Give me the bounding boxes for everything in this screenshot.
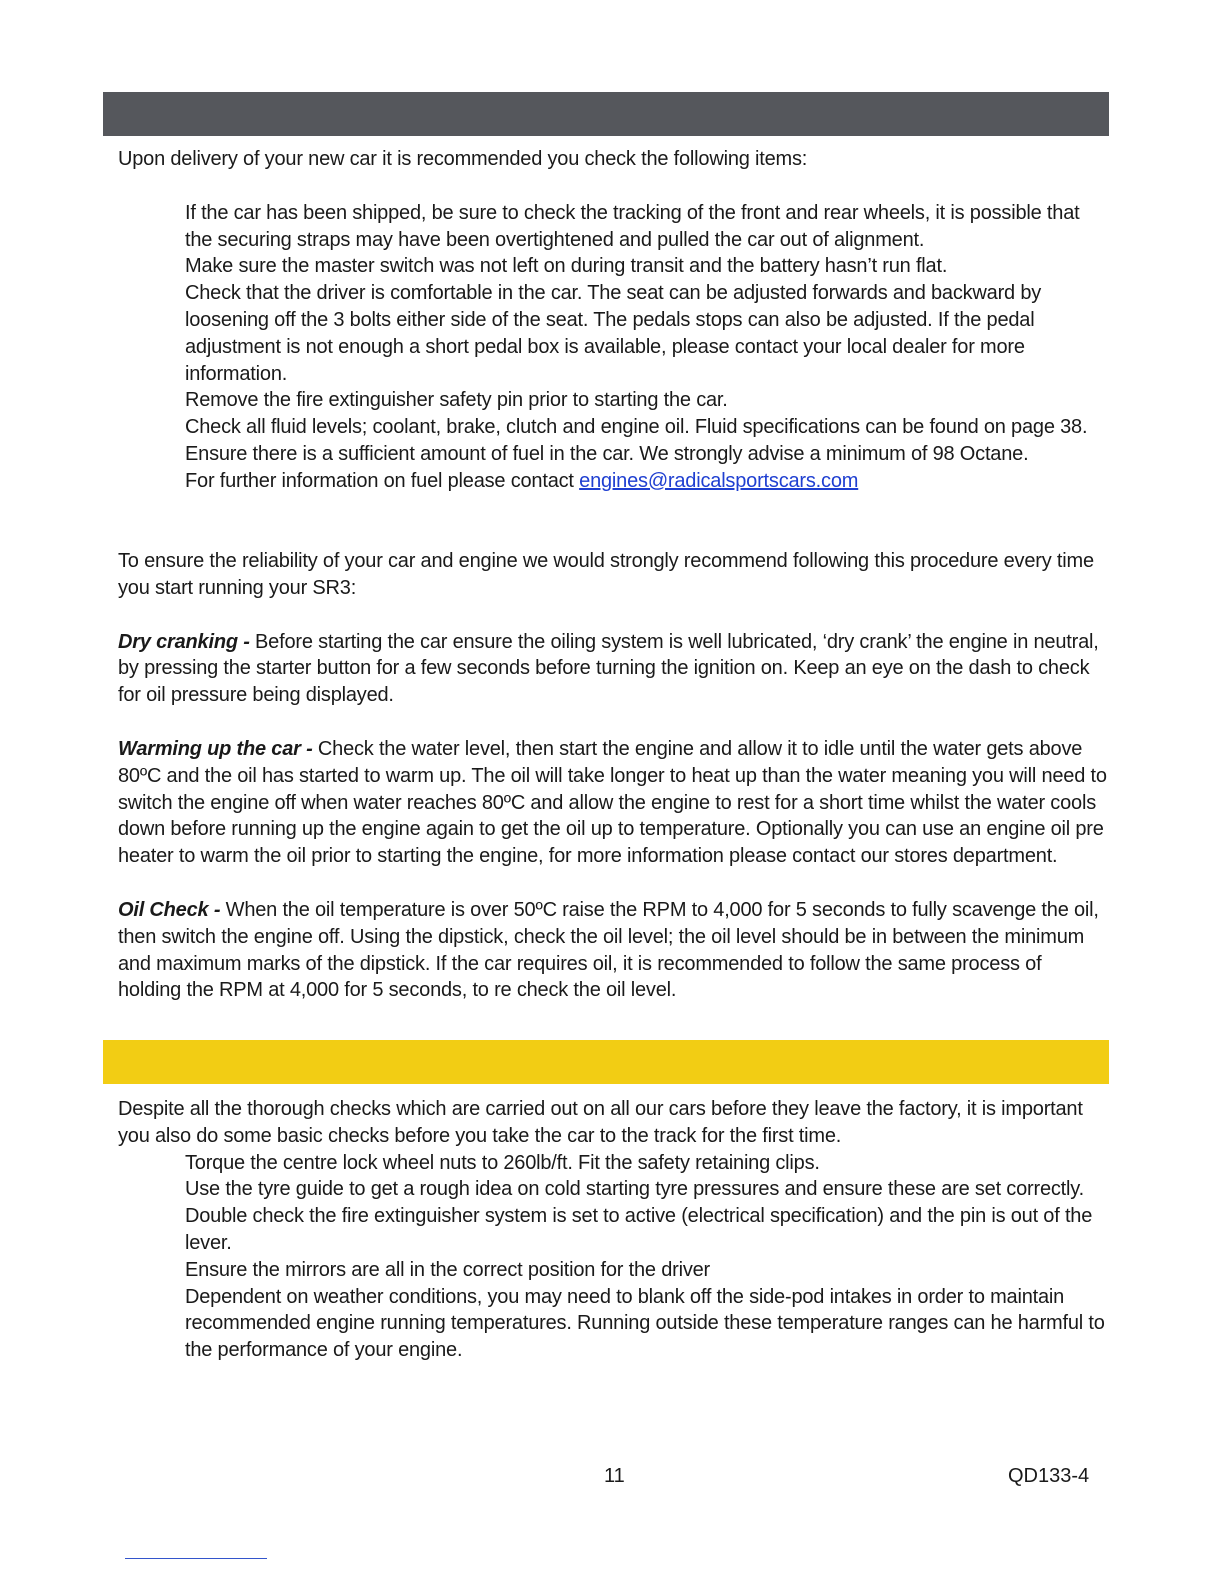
delivery-check-list bbox=[118, 200, 1108, 495]
section-highlight-bar bbox=[103, 1040, 1109, 1084]
list-item: Make sure the master switch was not left on during transit and the battery hasn’t run flat. bbox=[185, 255, 948, 278]
list-item: Ensure the mirrors are all in the correct position for the driver bbox=[185, 1258, 710, 1281]
procedure-text: Check the water level, then start the engine and allow it to idle until the water gets above 80ºC and the oil has started to warm up. The oil will take longer to heat up than the water meaning you will need to switch the engine off when water reaches 80ºC and allow the engine to rest for a short time whilst the water cools down before running up the engine again to get the oil up to temperature. Optionally you can use an engine oil pre heater to warm the oil prior to starting the engine, for more information please contact our stores department. bbox=[118, 737, 1107, 868]
footnote-divider bbox=[125, 1558, 267, 1559]
document-code: QD133-4 bbox=[1008, 1465, 1090, 1487]
fuel-contact-text: For further information on fuel please contact bbox=[185, 469, 580, 492]
track-check-list bbox=[118, 1150, 1108, 1364]
list-item: Dependent on weather conditions, you may need to blank off the side-pod intakes in order to maintain recommended engine running temperatures. Running outside these temperature ranges can he harmful to the performance of your engine. bbox=[185, 1285, 1105, 1362]
delivery-intro: Upon delivery of your new car it is recommended you check the following items: bbox=[118, 148, 808, 170]
procedure-section bbox=[118, 548, 1108, 1004]
list-item: Torque the centre lock wheel nuts to 260lb/ft. Fit the safety retaining clips. bbox=[185, 1151, 820, 1174]
list-item: Ensure there is a sufficient amount of fuel in the car. We strongly advise a minimum of 98 Octane. bbox=[185, 442, 1029, 465]
procedure-term: Oil Check - bbox=[118, 898, 226, 921]
procedure-term: Dry cranking - bbox=[118, 630, 256, 653]
list-item: Check all fluid levels; coolant, brake, clutch and engine oil. Fluid specifications can be found on page 38. bbox=[185, 416, 1088, 439]
list-item bbox=[185, 468, 1108, 495]
delivery-section bbox=[118, 146, 1108, 495]
list-item: If the car has been shipped, be sure to check the tracking of the front and rear wheels, it is possible that the securing straps may have been overtightened and pulled the car out of alignment. bbox=[185, 201, 1080, 251]
page-number: 11 bbox=[604, 1465, 625, 1487]
procedure-warming-up bbox=[118, 736, 1108, 870]
procedure-text: When the oil temperature is over 50ºC raise the RPM to 4,000 for 5 seconds to fully scavenge the oil, then switch the engine off. Using the dipstick, check the oil level; the oil level should be in between the minimum and maximum marks of the dipstick. If the car requires oil, it is recommended to follow the same process of holding the RPM at 4,000 for 5 seconds, to re check the oil level. bbox=[118, 898, 1099, 1002]
procedure-dry-cranking bbox=[118, 629, 1108, 709]
list-item: Double check the fire extinguisher system is set to active (electrical specification) and the pin is out of the lever. bbox=[185, 1205, 1093, 1254]
list-item: Check that the driver is comfortable in the car. The seat can be adjusted forwards and backward by loosening off the 3 bolts either side of the seat. The pedals stops can also be adjusted. If the pedal adjustment is not enough a short pedal box is available, please contact your local dealer for more information. bbox=[185, 282, 1042, 385]
list-item: Use the tyre guide to get a rough idea on cold starting tyre pressures and ensure these are set correctly. bbox=[185, 1178, 1084, 1201]
procedure-intro: To ensure the reliability of your car and engine we would strongly recommend following this procedure every time you start running your SR3: bbox=[118, 550, 1094, 599]
email-link[interactable]: engines@radicalsportscars.com bbox=[579, 469, 859, 492]
track-intro: Despite all the thorough checks which are carried out on all our cars before they leave the factory, it is important you also do some basic checks before you take the car to the track for the first time. bbox=[118, 1098, 1083, 1147]
procedure-term: Warming up the car - bbox=[118, 737, 318, 760]
track-section bbox=[118, 1096, 1108, 1364]
procedure-oil-check bbox=[118, 897, 1108, 1004]
list-item: Remove the fire extinguisher safety pin prior to starting the car. bbox=[185, 389, 728, 412]
procedure-text: Before starting the car ensure the oiling system is well lubricated, ‘dry crank’ the engine in neutral, by pressing the starter button for a few seconds before turning the ignition on. Keep an eye on the dash to check for oil pressure being displayed. bbox=[118, 630, 1099, 707]
section-header-bar bbox=[103, 92, 1109, 136]
